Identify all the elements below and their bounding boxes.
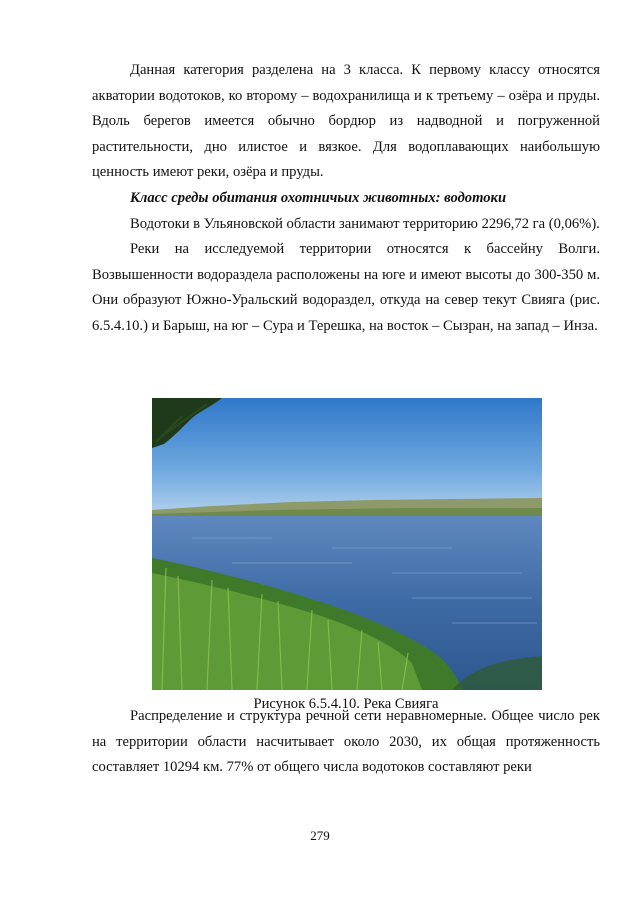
figure-caption: Рисунок 6.5.4.10. Река Свияга	[253, 696, 439, 712]
paragraph-rivers: Реки на исследуемой территории относятся к бассейну Волги. Возвышенности водораздела распoложены на юге и имеют высоты до 300-350 м. Они образуют Южно-Уральский водораздел, откуда на север текут Свияга (рис. 6.5.4.10.) и Барыш, на юг – Сура и Терешка, на восток – Сызран, на запад – Инза.	[92, 241, 600, 334]
river-photo	[152, 398, 542, 690]
paragraph-categories: Данная категория разделена на 3 класса. К первому классу относятся акватории водотоков, ко второму – водохранилища и к третьему – озёра и пруды. Вдоль берегов имеется обычно бордюр из надводной и погруженной растительности, дно илистое и вязкое. Для водоплавающих наибольшую ценность имеют реки, озёра и пруды.	[92, 62, 600, 181]
text-block-top	[92, 58, 600, 340]
text-block-bottom	[92, 704, 600, 781]
paragraph-distribution: Распределение и структура речной сети неравномерные. Общее число рек на территории области насчитывает около 2030, их общая протяженность составляет 10294 км. 77% от общего числа водотоков составляют реки	[92, 708, 600, 776]
section-heading: Класс среды обитания охотничьих животных: водотоки	[130, 189, 507, 206]
page-number: 279	[310, 828, 330, 843]
paragraph-area: Водотоки в Ульяновской области занимают территорию 2296,72 га (0,06%).	[130, 215, 600, 232]
